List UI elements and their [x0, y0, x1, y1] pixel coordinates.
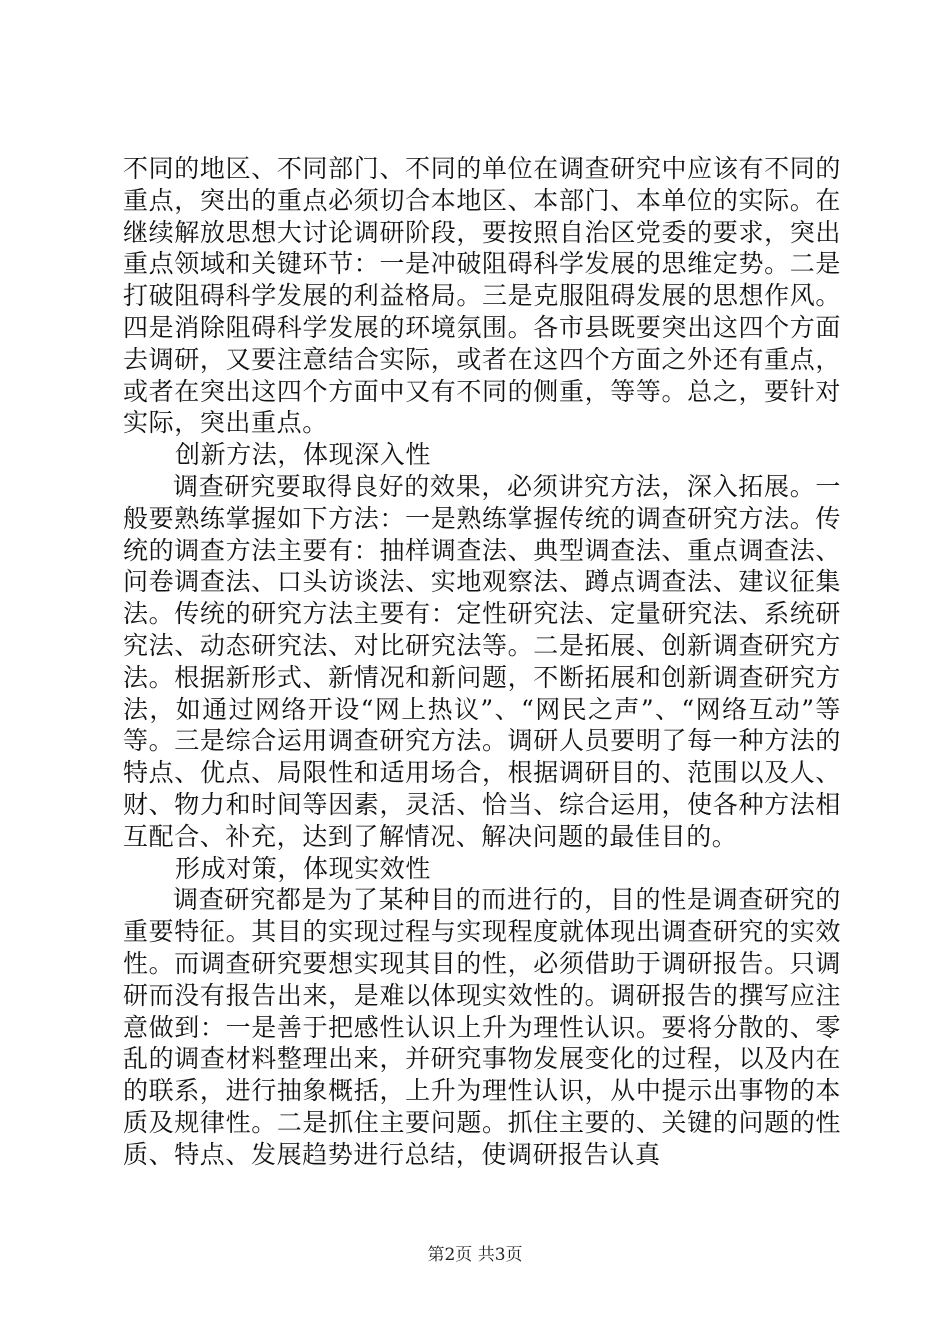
paragraph-effectiveness: 调查研究都是为了某种目的而进行的，目的性是调查研究的重要特征。其目的实现过程与实现程度就体现出调查研究的实效性。而调查研究要想实现其目的性，必须借助于调研报告。只调研而没有报告出来，是难以体现实效性的。调研报告的撰写应注意做到：一是善于把感性认识上升为理性认识。要将分散的、零乱的调查材料整理出来，并研究事物发展变化的过程，以及内在的联系，进行抽象概括，上升为理性认识，从中提示出事物的本质及规律性。二是抓住主要问题。抓住主要的、关键的问题的性质、特点、发展趋势进行总结，使调研报告认真 — [123, 885, 841, 1169]
heading-innovate-methods: 创新方法，体现深入性 — [175, 440, 432, 470]
page-number-label: 第2页 共3页 — [427, 1245, 523, 1265]
page-footer — [0, 1244, 950, 1266]
paragraph-key-points: 不同的地区、不同部门、不同的单位在调查研究中应该有不同的重点，突出的重点必须切合本地区、本部门、本单位的实际。在继续解放思想大讨论调研阶段，要按照自治区党委的要求，突出重点领域和关键环节：一是冲破阻碍科学发展的思维定势。二是打破阻碍科学发展的利益格局。三是克服阻碍发展的思想作风。四是消除阻碍科学发展的环境氛围。各市县既要突出这四个方面去调研，又要注意结合实际，或者在这四个方面之外还有重点，或者在突出这四个方面中又有不同的侧重，等等。总之，要针对实际，突出重点。 — [123, 154, 841, 438]
paragraph-methods: 调查研究要取得良好的效果，必须讲究方法，深入拓展。一般要熟练掌握如下方法：一是熟练掌握传统的调查研究方法。传统的调查方法主要有：抽样调查法、典型调查法、重点调查法、问卷调查法、口头访谈法、实地观察法、蹲点调查法、建议征集法。传统的研究方法主要有：定性研究法、定量研究法、系统研究法、动态研究法、对比研究法等。二是拓展、创新调查研究方法。根据新形式、新情况和新问题，不断拓展和创新调查研究方法，如通过网络开设“网上热议”、“网民之声”、“网络互动”等等。三是综合运用调查研究方法。调研人员要明了每一种方法的特点、优点、局限性和适用场合，根据调研目的、范围以及人、财、物力和时间等因素，灵活、恰当、综合运用，使各种方法相互配合、补充，达到了解情况、解决问题的最佳目的。 — [123, 471, 841, 851]
heading-form-countermeasures: 形成对策，体现实效性 — [175, 853, 432, 883]
document-body — [123, 153, 841, 1171]
